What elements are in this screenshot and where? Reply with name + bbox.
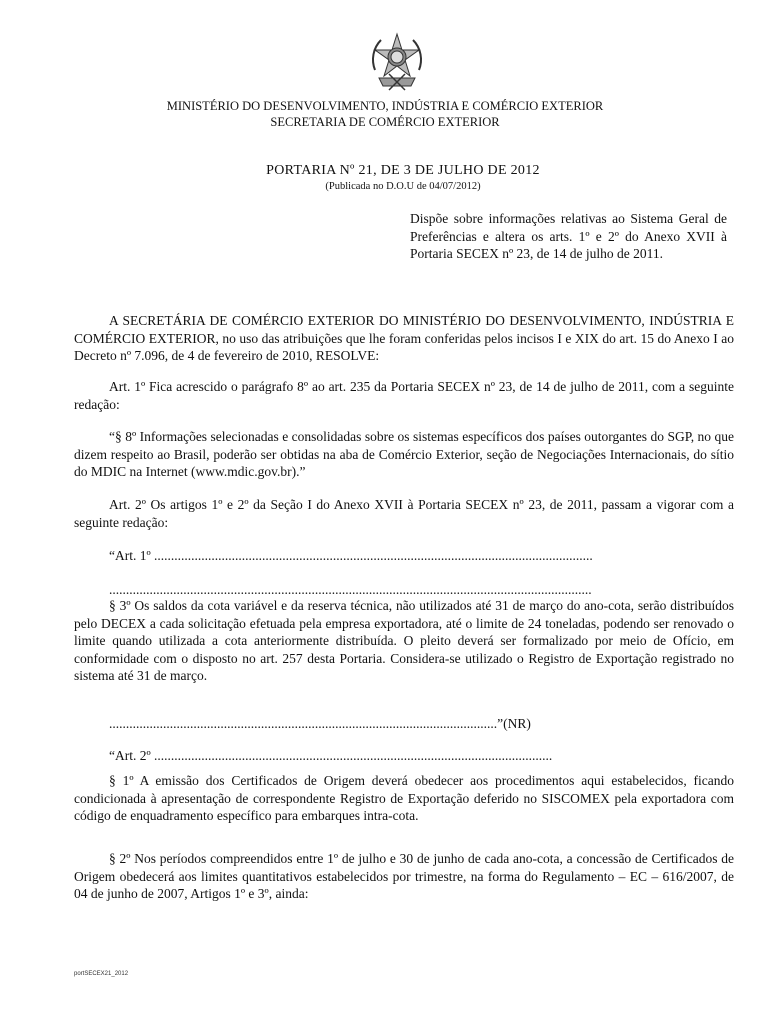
footer-filename: portSECEX21_2012 bbox=[74, 971, 129, 977]
ementa-summary: Dispõe sobre informações relativas ao Sistema Geral de Preferências e altera os arts. 1º e 2º do Anexo XVII à Portaria SECEX nº 23, de 14 de julho de 2011. bbox=[410, 211, 727, 261]
paragraph-3-text: § 3º Os saldos da cota variável e da reserva técnica, não utilizados até 31 de março do ano-cota, serão distribuídos pelo DECEX a cada solicitação efetuada pela empresa exportadora, até o limite de 24 toneladas, podendo ser renovado o limite quando utilizada a cota anteriormente distribuída. O pleito deverá ser formalizado por meio de Ofício, em conformidade com o disposto no art. 257 desta Portaria. Considera-se utilizado o Registro de Exportação registrado no sistema até 31 de março. bbox=[74, 598, 734, 683]
ministry-header: MINISTÉRIO DO DESENVOLVIMENTO, INDÚSTRIA E COMÉRCIO EXTERIOR bbox=[166, 99, 604, 113]
publication-note: (Publicada no D.O.U de 04/07/2012) bbox=[325, 181, 481, 192]
coat-of-arms-icon bbox=[365, 30, 429, 94]
ellipsis-line: ............................................................................................................................................... bbox=[109, 582, 592, 597]
article-1-paragraph: Art. 1º Fica acrescido o parágrafo 8º ao art. 235 da Portaria SECEX nº 23, de 14 de julho de 2011, com a seguinte redação: bbox=[74, 379, 734, 412]
paragraph-2-periodos: § 2º Nos períodos compreendidos entre 1º de julho e 30 de junho de cada ano-cota, a concessão de Certificados de Origem obedecerá aos limites quantitativos estabelecidos por trimestre, na forma do Regulamento – EC – 616/2007, de 04 de junho de 2007, Artigos 1º e 3º, ainda: bbox=[74, 851, 734, 901]
document-title: PORTARIA Nº 21, DE 3 DE JULHO DE 2012 bbox=[266, 163, 540, 178]
quoted-art-2-line: “Art. 2º ...................................................................................................................... bbox=[109, 748, 553, 763]
paragraph-1-emissao: § 1º A emissão dos Certificados de Origem deverá obedecer aos procedimentos aqui estabelecidos, ficando condicionada à apresentação de correspondente Registro de Exportação deferido no SISCOMEX pela exportadora com código de enquadramento específico para embarques intra-cota. bbox=[74, 773, 734, 823]
article-1-quoted-text: “§ 8º Informações selecionadas e consolidadas sobre os sistemas específicos dos países outorgantes do SGP, no que dizem respeito ao Brasil, poderão ser obtidas na aba de Comércio Exterior, seção de Negociações Internacionais, do sítio do MDIC na Internet (www.mdic.gov.br).” bbox=[74, 429, 734, 479]
article-2-paragraph: Art. 2º Os artigos 1º e 2º da Seção I do Anexo XVII à Portaria SECEX nº 23, de 2011, passam a vigorar com a seguinte redação: bbox=[74, 497, 734, 530]
secretariat-header: SECRETARIA DE COMÉRCIO EXTERIOR bbox=[270, 115, 500, 129]
preamble-paragraph: A SECRETÁRIA DE COMÉRCIO EXTERIOR DO MINISTÉRIO DO DESENVOLVIMENTO, INDÚSTRIA E COMÉRCIO EXTERIOR, no uso das atribuições que lhe foram conferidas pelos incisos I e XIX do art. 15 do Anexo I ao Decreto nº 7.096, de 4 de fevereiro de 2010, RESOLVE: bbox=[74, 313, 734, 363]
quoted-art-1-line: “Art. 1º .................................................................................................................................. bbox=[109, 548, 593, 563]
nr-closing-line: ...................................................................................................................”(NR) bbox=[109, 716, 531, 731]
